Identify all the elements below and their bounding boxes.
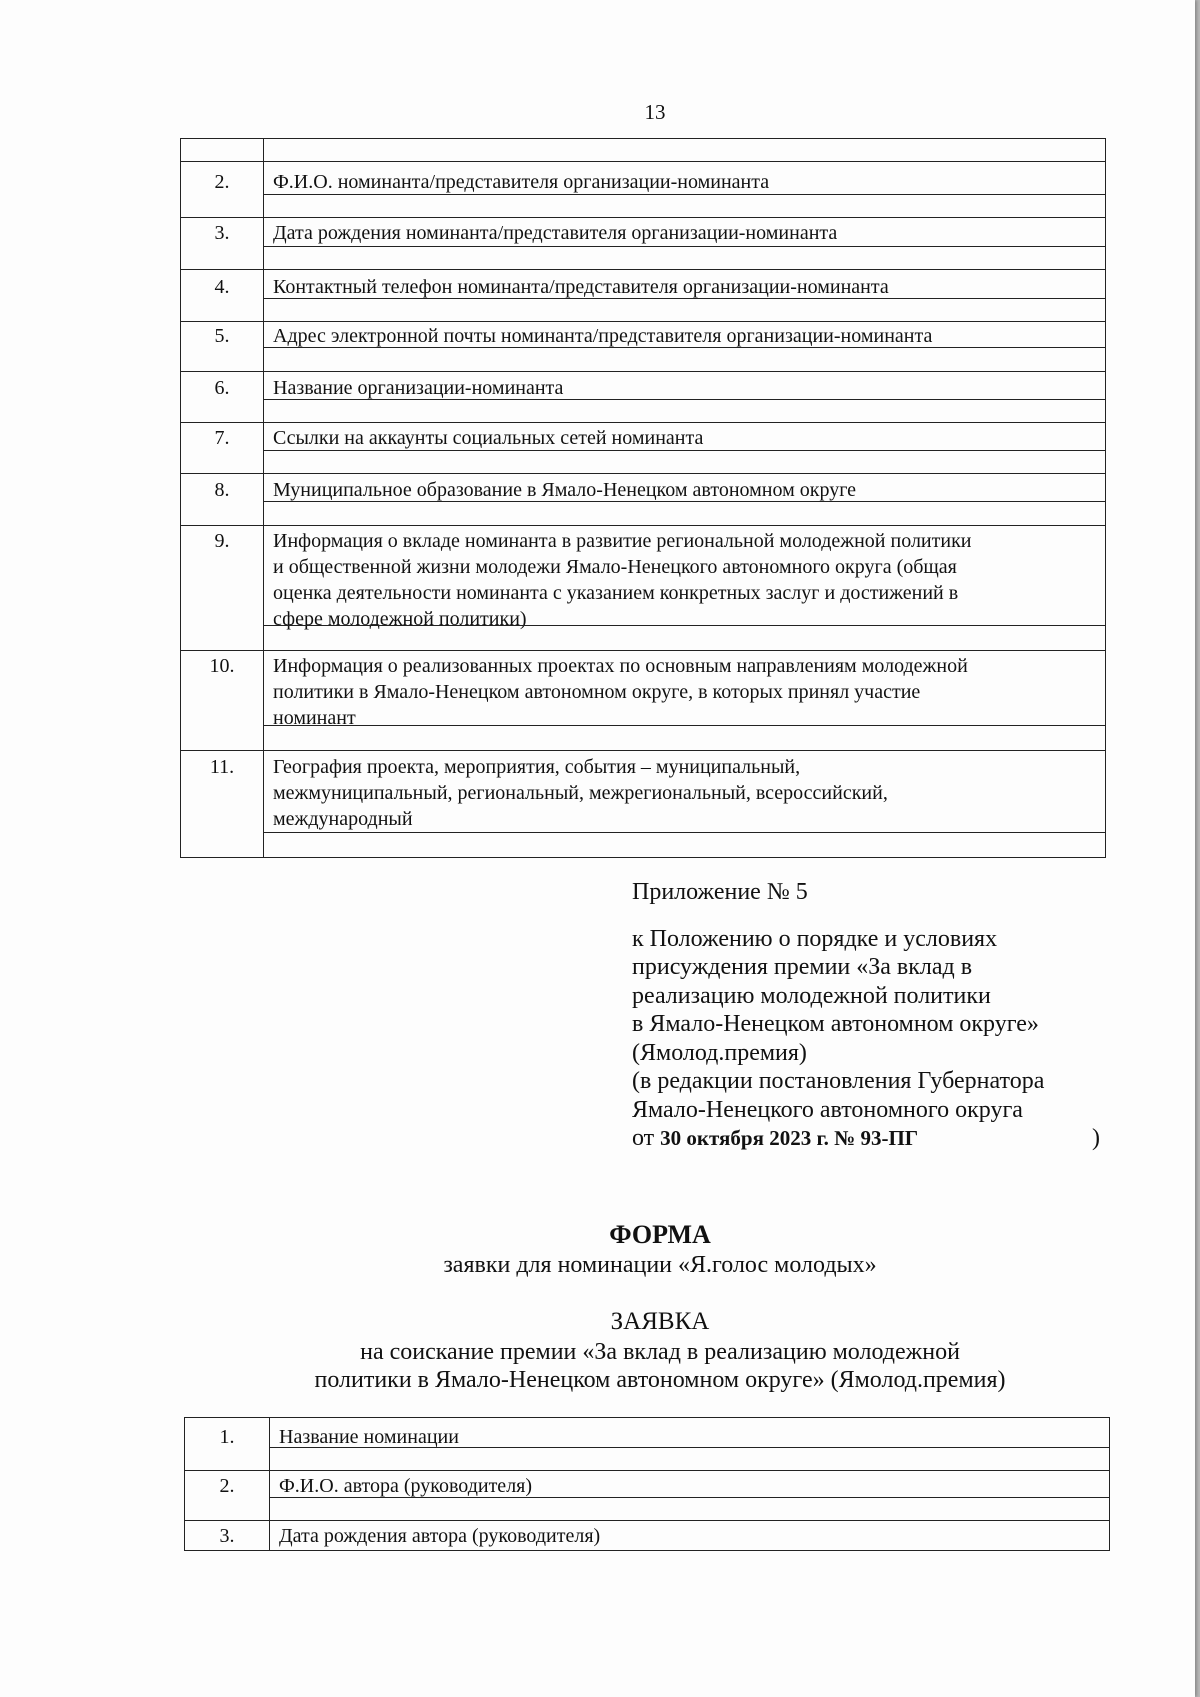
row-number: 1. [219, 1426, 235, 1448]
row-number: 4. [214, 276, 230, 298]
row-text: Ф.И.О. автора (руководителя) [279, 1475, 533, 1497]
row-number: 3. [219, 1525, 235, 1547]
answer-line [263, 625, 1105, 626]
row-number: 8. [214, 479, 230, 501]
answer-line [263, 298, 1105, 299]
table-row-divider [181, 650, 1105, 651]
table-row-divider [185, 1520, 1109, 1521]
row-text-multiline [273, 528, 1093, 632]
closing-paren: ) [1092, 1125, 1100, 1151]
row-number: 6. [214, 377, 230, 399]
answer-line [263, 399, 1105, 400]
row-text-multiline [273, 653, 1093, 731]
row-number: 3. [214, 222, 230, 244]
row-text-line: политики в Ямало-Ненецком автономном округе, в которых принял участие [273, 681, 921, 703]
row-text: Ссылки на аккаунты социальных сетей номинанта [273, 427, 704, 449]
form-subtitle: заявки для номинации «Я.голос молодых» [443, 1252, 877, 1278]
row-text-multiline [273, 754, 1093, 832]
appendix-reference [632, 878, 1112, 1153]
appendix-title: Приложение № 5 [632, 879, 808, 905]
table-row-divider [181, 269, 1105, 270]
table-row-divider [181, 371, 1105, 372]
appendix-line: Ямало-Ненецкого автономного округа [632, 1096, 1023, 1123]
row-text-line: сфере молодежной политики) [273, 608, 527, 630]
appendix-line: реализацию молодежной политики [632, 982, 991, 1009]
answer-line [263, 246, 1105, 247]
form-title: ФОРМА [609, 1220, 711, 1249]
answer-line [269, 1497, 1109, 1498]
appendix-date-line [632, 1124, 1112, 1153]
answer-line [263, 194, 1105, 195]
application-subtitle [0, 1338, 1200, 1394]
row-number: 10. [209, 655, 235, 677]
from-prefix: от [632, 1125, 655, 1151]
page-number: 13 [644, 100, 666, 124]
row-text-line: международный [273, 808, 413, 830]
row-number: 5. [214, 325, 230, 347]
appendix-line: в Ямало-Ненецком автономном округе» [632, 1011, 1039, 1037]
answer-line [263, 832, 1105, 833]
answer-line [263, 501, 1105, 502]
row-number: 9. [214, 530, 230, 552]
table-row-divider [185, 1470, 1109, 1471]
row-text-line: межмуниципальный, региональный, межрегиональный, всероссийский, [273, 782, 888, 804]
table-row-divider [181, 422, 1105, 423]
table-row-divider [181, 750, 1105, 751]
row-text: Дата рождения номинанта/представителя организации-номинанта [273, 222, 838, 244]
appendix-line: (в редакции постановления Губернатора [632, 1068, 1045, 1094]
row-text: Контактный телефон номинанта/представителя организации-номинанта [273, 276, 889, 298]
appendix-line: к Положению о порядке и условиях [632, 925, 998, 952]
answer-line [263, 725, 1105, 726]
table-row-divider [181, 525, 1105, 526]
answer-line [269, 1447, 1109, 1448]
appendix-line: присуждения премии «За вклад в [632, 954, 973, 980]
row-text: Дата рождения автора (руководителя) [279, 1525, 601, 1547]
row-text: Название организации-номинанта [273, 377, 564, 399]
table-row-divider [181, 321, 1105, 322]
application-subtitle-line: политики в Ямало-Ненецком автономном округе» (Ямолод.премия) [314, 1367, 1006, 1393]
row-text: Адрес электронной почты номинанта/представителя организации-номинанта [273, 325, 933, 347]
answer-line [263, 450, 1105, 451]
decree-date-number: 30 октября 2023 г. № 93-ПГ [660, 1126, 919, 1150]
nominee-info-table [180, 138, 1106, 858]
row-number: 2. [214, 171, 230, 193]
application-subtitle-line: на соискание премии «За вклад в реализацию молодежной [360, 1339, 960, 1365]
appendix-line: (Ямолод.премия) [632, 1039, 807, 1066]
application-table [184, 1417, 1110, 1551]
row-text-line: Информация о реализованных проектах по основным направлениям молодежной [273, 655, 968, 677]
row-number: 11. [209, 756, 235, 778]
row-text-line: и общественной жизни молодежи Ямало-Ненецкого автономного округа (общая [273, 556, 957, 578]
row-text-line: оценка деятельности номинанта с указанием конкретных заслуг и достижений в [273, 582, 959, 604]
table-row-divider [181, 217, 1105, 218]
table-column-divider [269, 1418, 270, 1550]
table-row-divider [181, 161, 1105, 162]
table-row-divider [181, 473, 1105, 474]
row-text-line: номинант [273, 707, 356, 729]
row-text: Название номинации [279, 1426, 459, 1448]
answer-line [263, 347, 1105, 348]
row-text-line: Информация о вкладе номинанта в развитие региональной молодежной политики [273, 530, 972, 552]
row-text: Ф.И.О. номинанта/представителя организации-номинанта [273, 171, 770, 193]
row-text-line: География проекта, мероприятия, события – муниципальный, [273, 756, 801, 778]
row-number: 2. [219, 1475, 235, 1497]
row-number: 7. [214, 427, 230, 449]
application-title: ЗАЯВКА [610, 1308, 710, 1335]
row-text: Муниципальное образование в Ямало-Ненецком автономном округе [273, 479, 857, 501]
